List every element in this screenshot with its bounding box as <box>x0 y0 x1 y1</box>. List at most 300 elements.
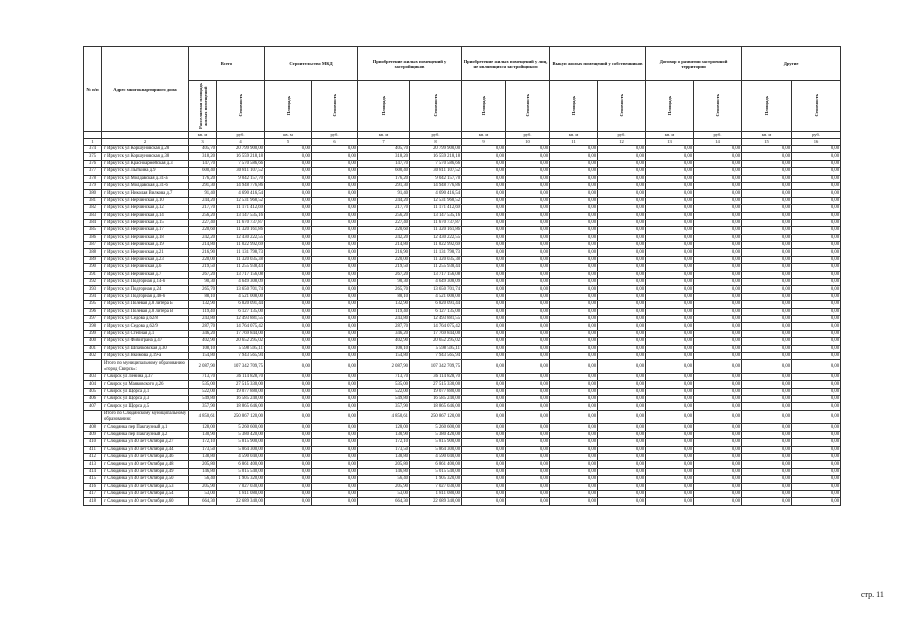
value-cell: 12 493 881,55 <box>410 315 462 322</box>
value-cell: 0,00 <box>742 352 792 359</box>
value-cell: 0,00 <box>742 242 792 249</box>
value-cell: 0,00 <box>265 160 312 167</box>
value-cell: 0,00 <box>694 410 742 424</box>
value-cell: 0,00 <box>312 205 358 212</box>
value-cell: 0,00 <box>646 153 694 160</box>
value-cell: 53,00 <box>189 490 217 497</box>
value-cell: 0,00 <box>462 242 506 249</box>
value-cell: 146,80 <box>358 468 410 475</box>
unit-cell: руб. <box>410 132 462 139</box>
value-cell: 0,00 <box>312 190 358 197</box>
value-cell: 5 380 420,00 <box>217 431 265 438</box>
value-cell: 0,00 <box>506 468 550 475</box>
value-cell: 0,00 <box>694 249 742 256</box>
value-cell: 0,00 <box>694 323 742 330</box>
value-cell: 5 864 300,00 <box>410 446 462 453</box>
value-cell: 244,20 <box>358 197 410 204</box>
value-cell: 0,00 <box>646 205 694 212</box>
value-cell: 130,90 <box>189 431 217 438</box>
value-cell: 0,00 <box>312 256 358 263</box>
table-row <box>84 205 841 212</box>
value-cell: 0,00 <box>646 197 694 204</box>
table-row <box>84 197 841 204</box>
value-cell: 0,00 <box>550 315 598 322</box>
value-cell: 0,00 <box>742 431 792 438</box>
address-cell: г Слюдянка ул 40 лет Октября д.46 <box>102 454 189 461</box>
value-cell: 0,00 <box>646 301 694 308</box>
value-cell: 0,00 <box>462 439 506 446</box>
value-cell: 0,00 <box>646 293 694 300</box>
header-cost: Стоимость <box>410 81 462 132</box>
value-cell: 0,00 <box>742 498 792 505</box>
value-cell: 22 689 340,00 <box>410 498 462 505</box>
value-cell: 0,00 <box>792 424 841 431</box>
value-cell: 0,00 <box>646 190 694 197</box>
value-cell: 5 815 900,00 <box>410 439 462 446</box>
value-cell: 147,70 <box>358 160 410 167</box>
value-cell: 0,00 <box>265 410 312 424</box>
value-cell: 0,00 <box>742 279 792 286</box>
row-number: 388 <box>84 249 102 256</box>
value-cell: 36 114 828,70 <box>217 373 265 380</box>
subtotal-row <box>84 410 841 424</box>
value-cell: 0,00 <box>792 160 841 167</box>
table-row <box>84 308 841 315</box>
value-cell: 0,00 <box>646 431 694 438</box>
value-cell: 0,00 <box>550 308 598 315</box>
value-cell: 11 131 798,73 <box>217 249 265 256</box>
value-cell: 11 171 412,69 <box>410 205 462 212</box>
value-cell: 0,00 <box>792 315 841 322</box>
value-cell: 0,00 <box>462 498 506 505</box>
address-cell: г Иркутск ул Нерчинская д.21 <box>102 249 189 256</box>
value-cell: 14 764 075,42 <box>217 323 265 330</box>
value-cell: 242,20 <box>189 234 217 241</box>
value-cell: 5 015 540,00 <box>217 468 265 475</box>
row-number: 414 <box>84 468 102 475</box>
value-cell: 0,00 <box>792 476 841 483</box>
value-cell: 0,00 <box>792 431 841 438</box>
header-sub-row <box>84 81 841 132</box>
value-cell: 11 320 161,86 <box>217 227 265 234</box>
value-cell: 0,00 <box>265 323 312 330</box>
value-cell: 20 652 295,02 <box>217 338 265 345</box>
row-number: 407 <box>84 403 102 410</box>
value-cell: 0,00 <box>742 182 792 189</box>
value-cell: 0,00 <box>598 388 646 395</box>
value-cell: 172,10 <box>189 439 217 446</box>
value-cell: 0,00 <box>792 293 841 300</box>
address-cell: г Свирск ул Щорса д.1 <box>102 388 189 395</box>
value-cell: 1 905 320,00 <box>410 476 462 483</box>
value-cell: 27 515 330,00 <box>410 381 462 388</box>
value-cell: 0,00 <box>312 219 358 226</box>
value-cell: 11 670 737,87 <box>410 219 462 226</box>
address-cell: г Иркутск ул Нерчинская д.7 <box>102 271 189 278</box>
value-cell: 0,00 <box>792 264 841 271</box>
value-cell: 11 131 798,73 <box>410 249 462 256</box>
unit-cell: кв. м <box>646 132 694 139</box>
value-cell: 0,00 <box>550 234 598 241</box>
column-number: 8 <box>410 139 462 146</box>
value-cell: 0,00 <box>506 330 550 337</box>
value-cell: 13 717 156,08 <box>217 271 265 278</box>
column-number: 1 <box>84 139 102 146</box>
value-cell: 0,00 <box>550 446 598 453</box>
value-cell: 4 649 308,09 <box>410 279 462 286</box>
value-cell: 291,30 <box>189 182 217 189</box>
value-cell: 0,00 <box>265 293 312 300</box>
value-cell: 0,00 <box>506 476 550 483</box>
value-cell: 549,80 <box>358 396 410 403</box>
row-number: 415 <box>84 476 102 483</box>
value-cell: 0,00 <box>462 308 506 315</box>
column-number: 4 <box>217 139 265 146</box>
column-number: 9 <box>462 139 506 146</box>
value-cell: 0,00 <box>265 219 312 226</box>
value-cell: 0,00 <box>598 242 646 249</box>
value-cell: 0,00 <box>792 219 841 226</box>
value-cell: 0,00 <box>598 403 646 410</box>
address-cell: г Свирск ул Маяковского д.26 <box>102 381 189 388</box>
value-cell: 0,00 <box>792 182 841 189</box>
value-cell: 600,40 <box>189 168 217 175</box>
value-cell: 0,00 <box>646 461 694 468</box>
value-cell: 0,00 <box>506 301 550 308</box>
value-cell: 0,00 <box>462 388 506 395</box>
value-cell: 0,00 <box>506 410 550 424</box>
value-cell: 0,00 <box>312 286 358 293</box>
value-cell: 0,00 <box>598 424 646 431</box>
value-cell: 0,00 <box>265 190 312 197</box>
value-cell: 0,00 <box>646 308 694 315</box>
value-cell: 0,00 <box>265 271 312 278</box>
header-area: Площадь <box>646 81 694 132</box>
value-cell: 256,20 <box>189 212 217 219</box>
value-cell: 0,00 <box>646 373 694 380</box>
value-cell: 0,00 <box>265 264 312 271</box>
table-row <box>84 345 841 352</box>
value-cell: 0,00 <box>550 352 598 359</box>
value-cell: 0,00 <box>550 360 598 374</box>
table-row <box>84 249 841 256</box>
header-area: Площадь <box>358 81 410 132</box>
value-cell: 0,00 <box>265 360 312 374</box>
value-cell: 0,00 <box>462 461 506 468</box>
value-cell: 22 689 340,00 <box>217 498 265 505</box>
row-number: 383 <box>84 212 102 219</box>
value-cell: 0,00 <box>550 219 598 226</box>
value-cell: 214,80 <box>189 242 217 249</box>
value-cell: 0,00 <box>792 468 841 475</box>
unit-cell: руб. <box>694 132 742 139</box>
value-cell: 4 690 416,54 <box>410 190 462 197</box>
value-cell: 16 585 240,00 <box>217 396 265 403</box>
row-number: 396 <box>84 308 102 315</box>
value-cell: 90,30 <box>358 279 410 286</box>
address-cell: г Иркутск ул Нерчинская д.18 <box>102 234 189 241</box>
value-cell: 0,00 <box>792 212 841 219</box>
address-cell: г Иркутск ул Нерчинская д.12 <box>102 205 189 212</box>
value-cell: 6 820 091,44 <box>410 301 462 308</box>
value-cell: 0,00 <box>312 338 358 345</box>
value-cell: 0,00 <box>462 168 506 175</box>
unit-cell: руб. <box>217 132 265 139</box>
value-cell: 0,00 <box>506 182 550 189</box>
value-cell: 217,70 <box>358 205 410 212</box>
value-cell: 0,00 <box>742 396 792 403</box>
unit-cell: кв. м <box>265 132 312 139</box>
address-cell: г Свирск ул Щорса д.5 <box>102 403 189 410</box>
value-cell: 0,00 <box>550 190 598 197</box>
table-row <box>84 234 841 241</box>
value-cell: 0,00 <box>742 212 792 219</box>
value-cell: 14 948 776,86 <box>217 182 265 189</box>
address-cell: г Иркутск ул Седова д.62/8 <box>102 315 189 322</box>
row-number: 395 <box>84 301 102 308</box>
table-row <box>84 242 841 249</box>
value-cell: 17 769 844,00 <box>410 330 462 337</box>
value-cell: 20 799 900,00 <box>217 146 265 153</box>
address-cell: г Иркутск ул Молдавская д.31-б <box>102 182 189 189</box>
row-number: 378 <box>84 175 102 182</box>
value-cell: 0,00 <box>694 468 742 475</box>
value-cell: 88,10 <box>358 293 410 300</box>
value-cell: 53,00 <box>358 490 410 497</box>
value-cell: 0,00 <box>506 264 550 271</box>
value-cell: 0,00 <box>550 175 598 182</box>
value-cell: 6 127 135,00 <box>410 308 462 315</box>
value-cell: 0,00 <box>742 315 792 322</box>
address-cell: Итого по Слюдянскому муниципальному образованию: <box>102 410 189 424</box>
address-cell: г Слюдянка ул 40 лет Октября д.54 <box>102 490 189 497</box>
value-cell: 13 650 701,74 <box>217 286 265 293</box>
value-cell: 0,00 <box>550 182 598 189</box>
value-cell: 0,00 <box>550 227 598 234</box>
value-cell: 0,00 <box>792 396 841 403</box>
value-cell: 0,00 <box>462 396 506 403</box>
header-group-total: Всего <box>189 47 265 81</box>
header-cost: Стоимость <box>792 81 841 132</box>
value-cell: 0,00 <box>506 338 550 345</box>
value-cell: 12 430 222,55 <box>410 234 462 241</box>
header-address: Адрес многоквартирного дома <box>102 47 189 132</box>
value-cell: 0,00 <box>550 373 598 380</box>
value-cell: 0,00 <box>598 146 646 153</box>
header-area: Площадь <box>742 81 792 132</box>
row-number: 405 <box>84 388 102 395</box>
value-cell: 0,00 <box>506 146 550 153</box>
value-cell: 0,00 <box>550 431 598 438</box>
value-cell: 0,00 <box>694 345 742 352</box>
value-cell: 0,00 <box>312 360 358 374</box>
value-cell: 0,00 <box>646 286 694 293</box>
value-cell: 0,00 <box>742 373 792 380</box>
value-cell: 0,00 <box>598 182 646 189</box>
value-cell: 176,20 <box>189 175 217 182</box>
value-cell: 12 531 968,52 <box>410 197 462 204</box>
value-cell: 220,60 <box>358 227 410 234</box>
value-cell: 220,00 <box>189 256 217 263</box>
value-cell: 220,60 <box>189 227 217 234</box>
value-cell: 0,00 <box>792 410 841 424</box>
row-number: 413 <box>84 461 102 468</box>
value-cell: 0,00 <box>742 483 792 490</box>
value-cell: 0,00 <box>550 498 598 505</box>
column-number: 10 <box>506 139 550 146</box>
row-number: 401 <box>84 345 102 352</box>
value-cell: 0,00 <box>312 476 358 483</box>
address-cell: г Слюдянка ул 40 лет Октября д.60 <box>102 498 189 505</box>
value-cell: 0,00 <box>506 234 550 241</box>
value-cell: 5 260 600,00 <box>217 424 265 431</box>
value-cell: 0,00 <box>742 301 792 308</box>
value-cell: 0,00 <box>694 373 742 380</box>
value-cell: 0,00 <box>506 197 550 204</box>
value-cell: 138,80 <box>189 454 217 461</box>
value-cell: 0,00 <box>694 205 742 212</box>
value-cell: 0,00 <box>646 439 694 446</box>
row-number: 416 <box>84 483 102 490</box>
value-cell: 0,00 <box>312 308 358 315</box>
value-cell: 0,00 <box>462 197 506 204</box>
value-cell: 0,00 <box>312 468 358 475</box>
value-cell: 0,00 <box>742 190 792 197</box>
value-cell: 0,00 <box>265 373 312 380</box>
value-cell: 0,00 <box>694 396 742 403</box>
value-cell: 0,00 <box>694 476 742 483</box>
value-cell: 147,70 <box>189 160 217 167</box>
value-cell: 0,00 <box>646 410 694 424</box>
value-cell: 0,00 <box>462 256 506 263</box>
value-cell: 0,00 <box>506 271 550 278</box>
value-cell: 0,00 <box>742 168 792 175</box>
value-cell: 0,00 <box>506 461 550 468</box>
value-cell: 0,00 <box>550 249 598 256</box>
value-cell: 0,00 <box>646 168 694 175</box>
row-number: 375 <box>84 153 102 160</box>
value-cell: 219,50 <box>358 264 410 271</box>
row-number: 403 <box>84 373 102 380</box>
row-number: 410 <box>84 439 102 446</box>
value-cell: 0,00 <box>462 454 506 461</box>
value-cell: 0,00 <box>742 234 792 241</box>
table-row <box>84 153 841 160</box>
value-cell: 30 811 107,52 <box>410 168 462 175</box>
value-cell: 214,80 <box>358 242 410 249</box>
value-cell: 0,00 <box>265 227 312 234</box>
value-cell: 6 820 091,44 <box>217 301 265 308</box>
address-cell: г Слюдянка ул 40 лет Октября д.49 <box>102 468 189 475</box>
unit-cell: кв. м <box>462 132 506 139</box>
value-cell: 0,00 <box>646 352 694 359</box>
value-cell: 0,00 <box>742 381 792 388</box>
header-group-buyout: Выкуп жилых помещений у собственников <box>550 47 646 81</box>
value-cell: 91,40 <box>358 190 410 197</box>
value-cell: 1 811 080,00 <box>217 490 265 497</box>
value-cell: 7 027 030,00 <box>410 483 462 490</box>
value-cell: 0,00 <box>742 403 792 410</box>
header-group-development-agreement: Договор о развитии застроенной территории <box>646 47 742 81</box>
value-cell: 0,00 <box>694 264 742 271</box>
column-number: 11 <box>550 139 598 146</box>
value-cell: 0,00 <box>598 234 646 241</box>
value-cell: 0,00 <box>462 345 506 352</box>
value-cell: 0,00 <box>694 279 742 286</box>
value-cell: 0,00 <box>550 345 598 352</box>
value-cell: 0,00 <box>646 279 694 286</box>
address-cell: г Свирск ул Щорса д.3 <box>102 396 189 403</box>
value-cell: 0,00 <box>506 498 550 505</box>
header-resettled-area: Расселяемая площадь жилых помещений <box>189 81 217 132</box>
value-cell: 4 850,61 <box>189 410 217 424</box>
table-row <box>84 301 841 308</box>
value-cell: 0,00 <box>646 483 694 490</box>
value-cell: 0,00 <box>694 212 742 219</box>
column-number-row <box>84 139 841 146</box>
value-cell: 0,00 <box>792 279 841 286</box>
value-cell: 0,00 <box>506 227 550 234</box>
value-cell: 0,00 <box>506 212 550 219</box>
row-number: 380 <box>84 190 102 197</box>
value-cell: 0,00 <box>506 205 550 212</box>
value-cell: 5 598 595,11 <box>410 345 462 352</box>
value-cell: 0,00 <box>550 461 598 468</box>
address-cell: г Иркутск ул Лыткина д.9 <box>102 168 189 175</box>
value-cell: 0,00 <box>694 160 742 167</box>
column-number: 3 <box>189 139 217 146</box>
value-cell: 0,00 <box>694 330 742 337</box>
value-cell: 216,90 <box>358 249 410 256</box>
value-cell: 18 865 646,00 <box>217 403 265 410</box>
value-cell: 0,00 <box>792 345 841 352</box>
value-cell: 146,80 <box>189 468 217 475</box>
address-cell: г Иркутск ул Якимова д.19-а <box>102 352 189 359</box>
value-cell: 0,00 <box>550 197 598 204</box>
value-cell: 0,00 <box>506 175 550 182</box>
value-cell: 0,00 <box>312 234 358 241</box>
address-cell: г Слюдянка ул 40 лет Октября д.44 <box>102 446 189 453</box>
table-row <box>84 323 841 330</box>
value-cell: 205,90 <box>358 483 410 490</box>
value-cell: 132,90 <box>358 301 410 308</box>
table-row <box>84 182 841 189</box>
value-cell: 0,00 <box>792 168 841 175</box>
address-cell: г Иркутск ул Фибиграна д.47 <box>102 338 189 345</box>
value-cell: 0,00 <box>265 212 312 219</box>
value-cell: 0,00 <box>506 431 550 438</box>
value-cell: 0,00 <box>598 360 646 374</box>
value-cell: 0,00 <box>550 468 598 475</box>
value-cell: 0,00 <box>598 396 646 403</box>
table-row <box>84 461 841 468</box>
value-cell: 0,00 <box>506 256 550 263</box>
row-number: 409 <box>84 431 102 438</box>
value-cell: 219,50 <box>189 264 217 271</box>
value-cell: 0,00 <box>506 403 550 410</box>
value-cell: 4 521 008,00 <box>217 293 265 300</box>
value-cell: 0,00 <box>506 454 550 461</box>
value-cell: 0,00 <box>598 153 646 160</box>
header-no: № п/п <box>84 47 102 132</box>
value-cell: 20 799 900,00 <box>410 146 462 153</box>
row-number: 400 <box>84 338 102 345</box>
value-cell: 6 127 135,00 <box>217 308 265 315</box>
address-cell: г Иркутск ул Подгорная д.14-б <box>102 279 189 286</box>
value-cell: 0,00 <box>694 286 742 293</box>
subtotal-row <box>84 360 841 374</box>
value-cell: 0,00 <box>598 431 646 438</box>
